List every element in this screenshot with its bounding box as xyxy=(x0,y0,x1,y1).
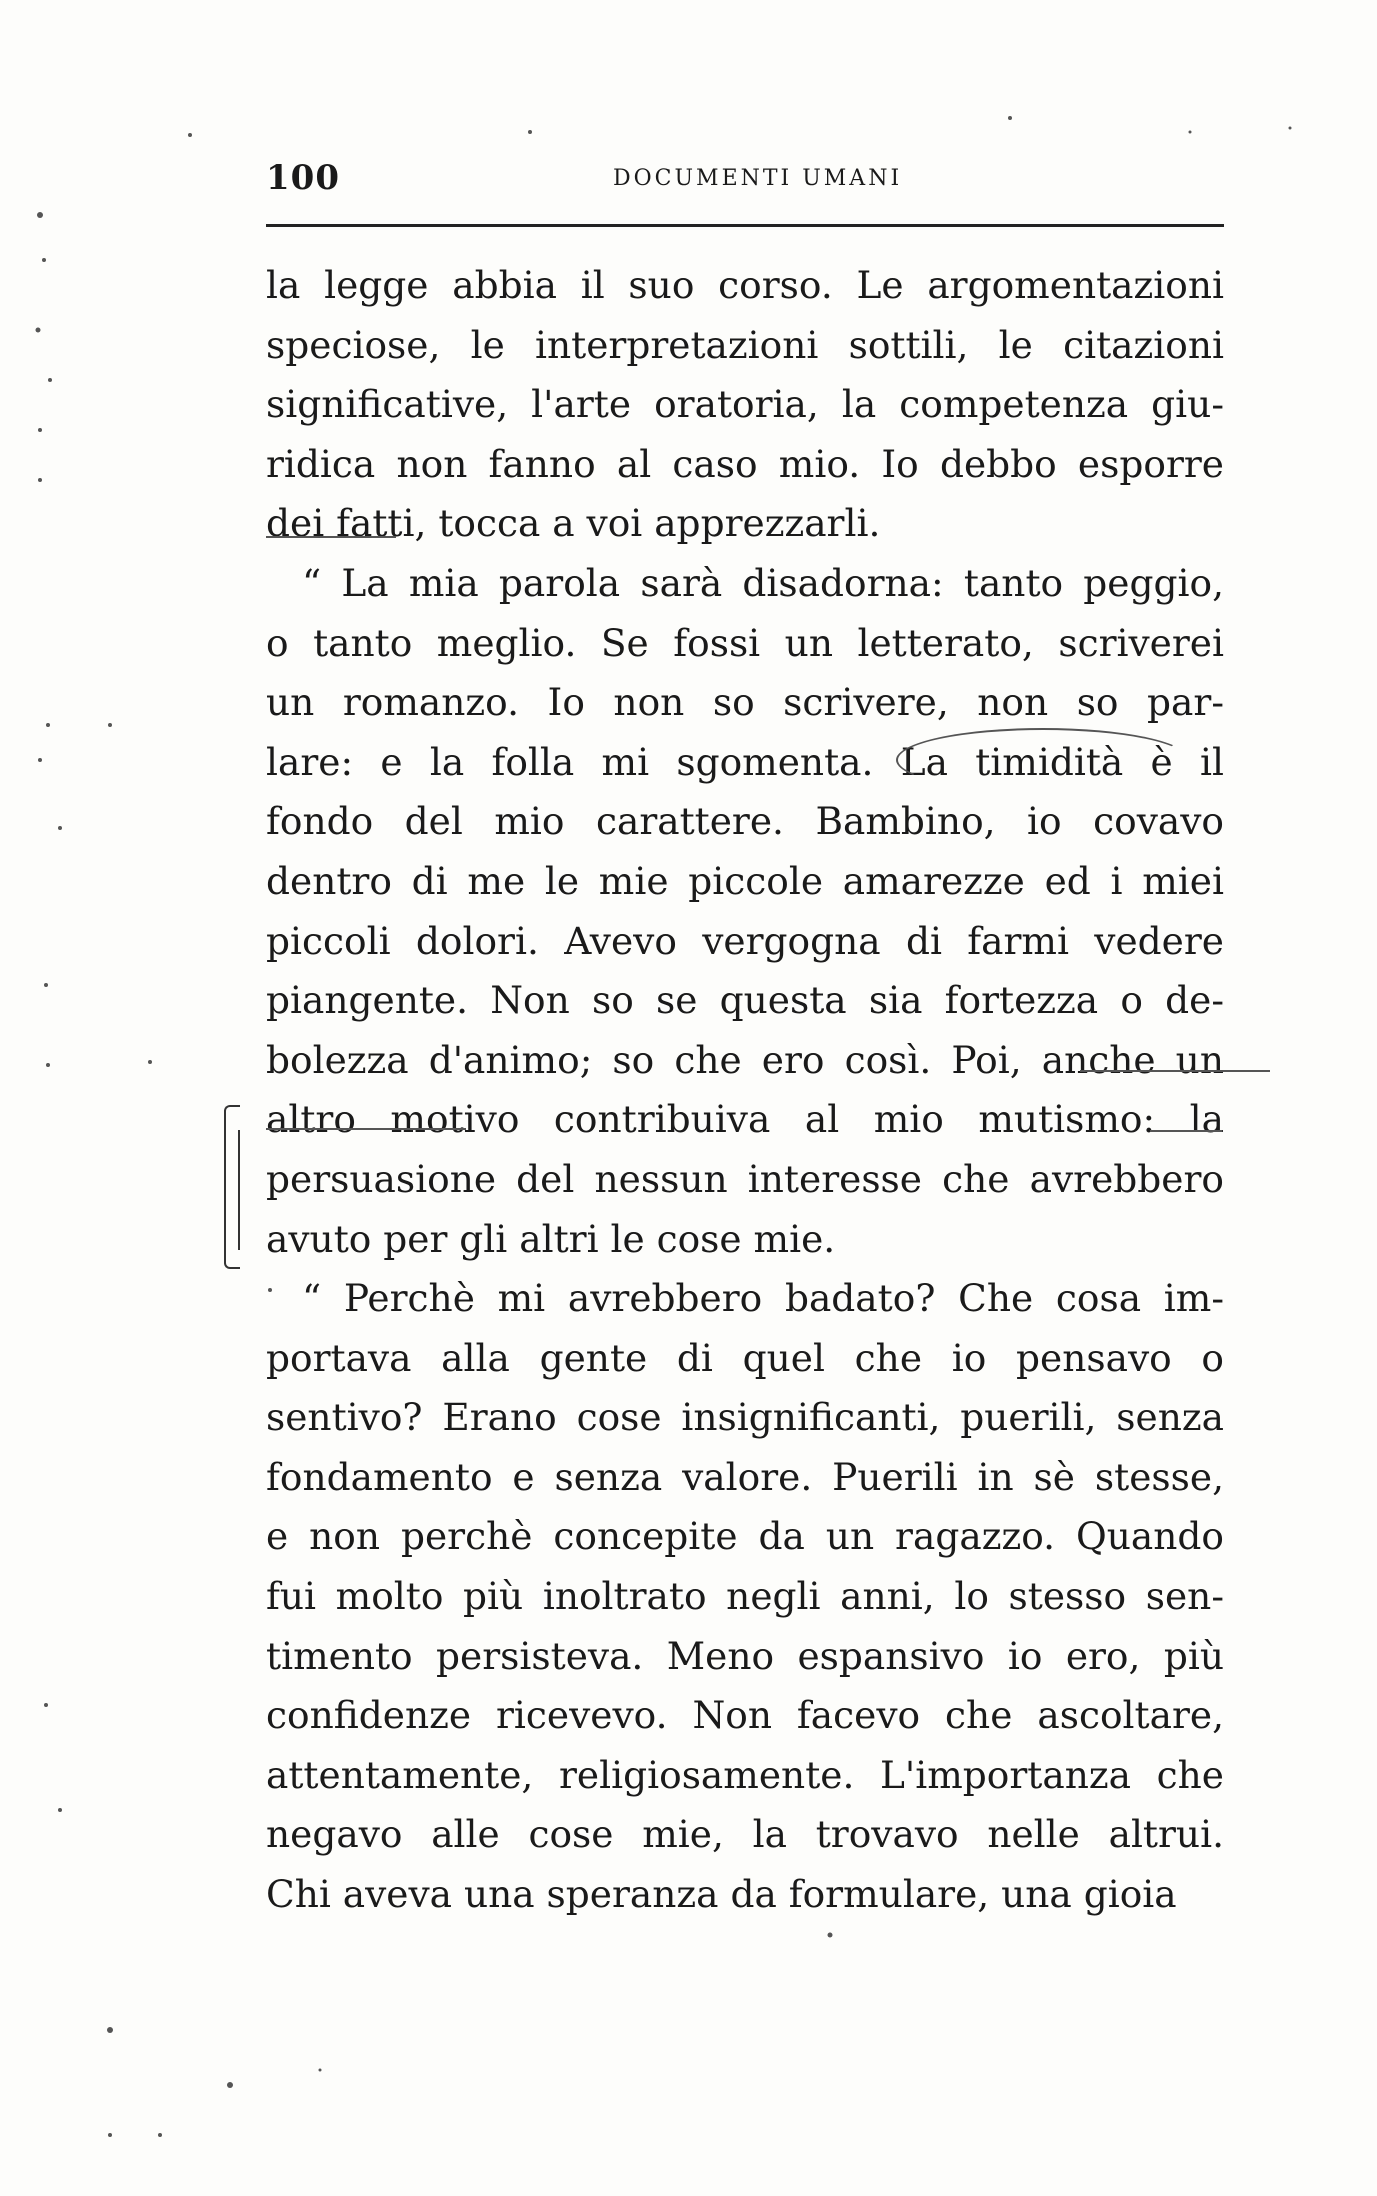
text-line: persuasione del nessun interesse che avrebbero xyxy=(266,1156,1224,1201)
text-line: bolezza d'animo; so che ero così. Poi, anche un xyxy=(266,1037,1224,1082)
pencil-underline-mark xyxy=(266,536,396,538)
pencil-circle-mark xyxy=(896,728,1190,792)
text-line: confidenze ricevevo. Non facevo che ascoltare, xyxy=(266,1693,1224,1738)
text-line: lare: e la folla mi sgomenta. La timidità è il xyxy=(266,739,1224,784)
text-line: fui molto più inoltrato negli anni, lo stesso sen- xyxy=(266,1574,1224,1619)
text-line: fondamento e senza valore. Puerili in sè stesse, xyxy=(266,1454,1224,1499)
text-line: la legge abbia il suo corso. Le argomentazioni xyxy=(266,263,1224,307)
text-line: e non perchè concepite da un ragazzo. Quando xyxy=(266,1514,1224,1559)
text-line: un romanzo. Io non so scrivere, non so par- xyxy=(266,680,1224,725)
text-line: fondo del mio carattere. Bambino, io covavo xyxy=(266,799,1224,844)
page-number: 100 xyxy=(266,158,340,198)
text-line: piccoli dolori. Avevo vergogna di farmi vedere xyxy=(266,918,1224,963)
text-line: dentro di me le mie piccole amarezze ed i miei xyxy=(266,858,1224,903)
text-line: avuto per gli altri le cose mie. xyxy=(266,1216,836,1261)
body-text xyxy=(266,256,1224,1925)
text-line: o tanto meglio. Se fossi un letterato, scriverei xyxy=(266,620,1224,665)
text-line: altro motivo contribuiva al mio mutismo: la xyxy=(266,1097,1224,1142)
text-line: piangente. Non so se questa sia fortezza o de- xyxy=(266,978,1224,1023)
text-line: ridica non fanno al caso mio. Io debbo esporre xyxy=(266,441,1224,486)
pencil-underline-mark xyxy=(1150,1130,1222,1132)
pencil-underline-mark xyxy=(1080,1070,1270,1072)
paragraph-start-line: “ La mia parola sarà disadorna: tanto peggio, xyxy=(302,560,1224,605)
text-line: sentivo? Erano cose insignificanti, puerili, senza xyxy=(266,1395,1224,1440)
pencil-underline-mark xyxy=(266,1128,466,1130)
pencil-margin-line xyxy=(238,1130,244,1250)
running-head xyxy=(266,158,1224,198)
paragraph-start-line: “ Perchè mi avrebbero badato? Che cosa im- xyxy=(302,1276,1224,1321)
text-line: attentamente, religiosamente. L'importanza che xyxy=(266,1752,1224,1797)
text-line: speciose, le interpretazioni sottili, le citazioni xyxy=(266,322,1224,367)
text-line: significative, l'arte oratoria, la competenza giu- xyxy=(266,382,1224,427)
running-title: DOCUMENTI UMANI xyxy=(613,166,903,191)
header-rule xyxy=(266,224,1224,227)
text-line: timento persisteva. Meno espansivo io ero, più xyxy=(266,1633,1224,1678)
text-line: negavo alle cose mie, la trovavo nelle altrui. xyxy=(266,1812,1224,1857)
text-line: portava alla gente di quel che io pensavo o xyxy=(266,1335,1224,1380)
text-line: Chi aveva una speranza da formulare, una gioia xyxy=(266,1872,1177,1917)
text-line: dei fatti, tocca a voi apprezzarli. xyxy=(266,501,881,546)
